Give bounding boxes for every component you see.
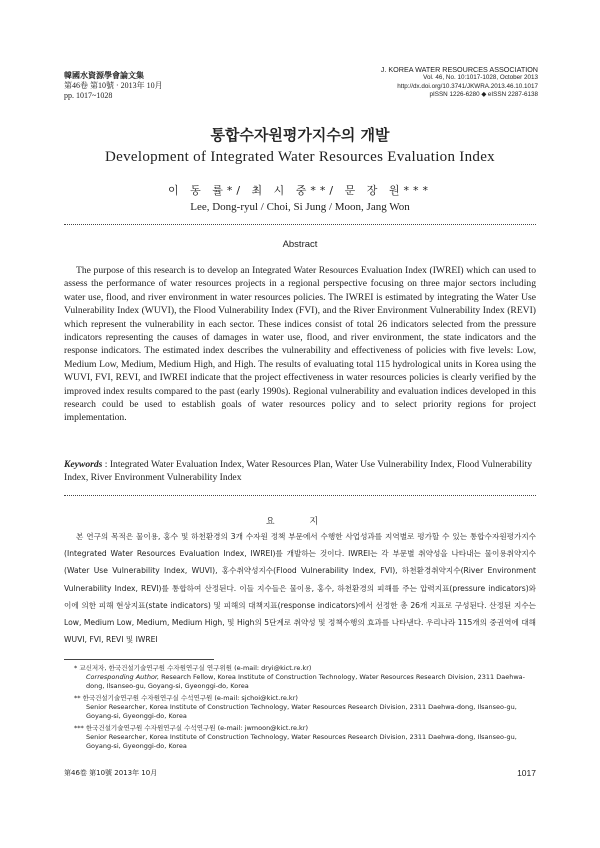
paper-title-english: Development of Integrated Water Resources Evaluation Index [105,149,495,165]
footnote-detail: Senior Researcher, Korea Institute of Construction Technology, Water Resources Research Division, 2311 Daehwa-dong, Ilsanseo-gu, Goyang-si, Gyeonggi-do, Korea [86,703,517,720]
journal-name-english: J. KOREA WATER RESOURCES ASSOCIATION [380,65,538,74]
footnote-mark: * 교신저자, 한국건설기술연구원 수자원연구실 연구위원 (e-mail: dryi@kict.re.kr) [74,664,312,672]
footnote-2 [74,694,538,721]
journal-volume-english: Vol. 46, No. 10:1017-1028, October 2013 [423,74,538,82]
footnote-detail: Senior Researcher, Korea Institute of Construction Technology, Water Resources Research Division, 2311 Daehwa-dong, Ilsanseo-gu, Goyang-si, Gyeonggi-do, Korea [86,733,517,750]
footnotes [74,664,538,754]
abstract-text: The purpose of this research is to develop an Integrated Water Resources Evaluation Index (IWREI) which can used to assess the performance of water resources projects in a regional perspective focusing on three major sectors including water use, flood, and river environment in water resources policies. The IWREI is estimated by integrating the Water Use Vulnerability Index (WUVI), the Flood Vulnerability Index (FVI), and the River Environment Vulnerability Index (REVI) which represent the vulnerability in each sector. These indices consist of total 26 indicators selected from the pressure indicators representing the causes of damages in water use, flood, and river environment, the state indicators and the response indicators. The estimated index describes the vulnerability and effectiveness of policies with five levels: Low, Medium Low, Medium, Medium High, and High. The results of evaluating total 115 hydrological units in Korea using the WUVI, FVI, REVI, and IWREI indicate that the project effectiveness in water resources policies is clearly verified by the improved index results compared to the past (early 1990s). Regional vulnerability and evaluation indices developed in this research could be used to establish goals of water resources policy and to select priority regions for project implementation. [64,265,536,424]
footnote-detail: Research Fellow, Korea Institute of Construction Technology, Water Resources Research Division, 2311 Daehwa-dong, Ilsanseo-gu, Goyang-si, Gyeonggi-do, Korea [86,673,525,690]
keywords-text: : Integrated Water Evaluation Index, Water Resources Plan, Water Use Vulnerability Index, Flood Vulnerability Index, River Environment Vulnerability Index [64,459,533,484]
footnote-role: Corresponding Author, [86,673,160,681]
journal-header-right [381,66,538,100]
journal-doi: http://dx.doi.org/10.3741/JKWRA.2013.46.10.1017 [397,82,538,90]
page-number: 1017 [517,768,536,778]
journal-pages: pp. 1017~1028 [64,91,113,100]
abstract-heading: Abstract [282,239,318,250]
korean-abstract-heading: 요 지 [265,517,335,527]
keywords-label: Keywords [64,459,103,470]
korean-abstract-text: 본 연구의 목적은 물이용, 홍수 및 하천환경의 3개 수자원 정책 부문에서 수행한 사업성과를 지역별로 평가할 수 있는 통합수자원평가지수(Integrated Water Resources Evaluation Index, IWREI)를 개발하는 것이다. IWREI는 각 부문별 취약성을 나타내는 물이용취약지수(Water Use Vulnerability Index, WUVI), 홍수취약성지수(Flood Vulnerability Index, FVI), 하천환경취약지수(River Environment Vulnerability Index, REVI)를 통합하여 산정된다. 이들 지수들은 물이용, 홍수, 하천환경의 피해를 주는 압력지표(pressure indicators)와 이에 의한 피해 현상지표(state indicators) 및 피해의 대책지표(response indicators)에서 선정한 총 26개 지표로 구성된다. 산정된 지수는 Low, Medium Low, Medium, Medium High, 및 High의 5단계로 취약성 및 정책수행의 효과를 나타낸다. 우리나라 115개의 중권역에 대해 WUVI, FVI, REVI 및 IWREI [64,532,536,645]
journal-header-left [64,71,163,101]
divider-top [64,224,536,225]
journal-name-hanja: 韓國水資源學會論文集 [64,71,144,80]
footnote-3 [74,724,538,751]
keywords [64,458,536,485]
paper-title-korean: 통합수자원평가지수의 개발 [210,126,390,144]
footnote-rule [64,659,214,660]
journal-issn: pISSN 1226-6280 ◆ eISSN 2287-6138 [429,91,538,99]
footnote-1 [74,664,538,691]
footer-volume: 第46卷 第10號 2013年 10月 [64,769,158,777]
footnote-mark: ** 한국건설기술연구원 수자원연구실 수석연구원 (e-mail: sjchoi@kict.re.kr) [74,694,298,702]
authors-english: Lee, Dong-ryul / Choi, Si Jung / Moon, Jang Won [190,201,410,213]
authors-korean: 이 동 률*/ 최 시 중**/ 문 장 원*** [167,184,433,197]
divider-middle [64,495,536,496]
footnote-mark: *** 한국건설기술연구원 수자원연구실 수석연구원 (e-mail: jwmoon@kict.re.kr) [74,724,309,732]
journal-volume-hanja: 第46卷 第10號 · 2013年 10月 [64,81,163,90]
